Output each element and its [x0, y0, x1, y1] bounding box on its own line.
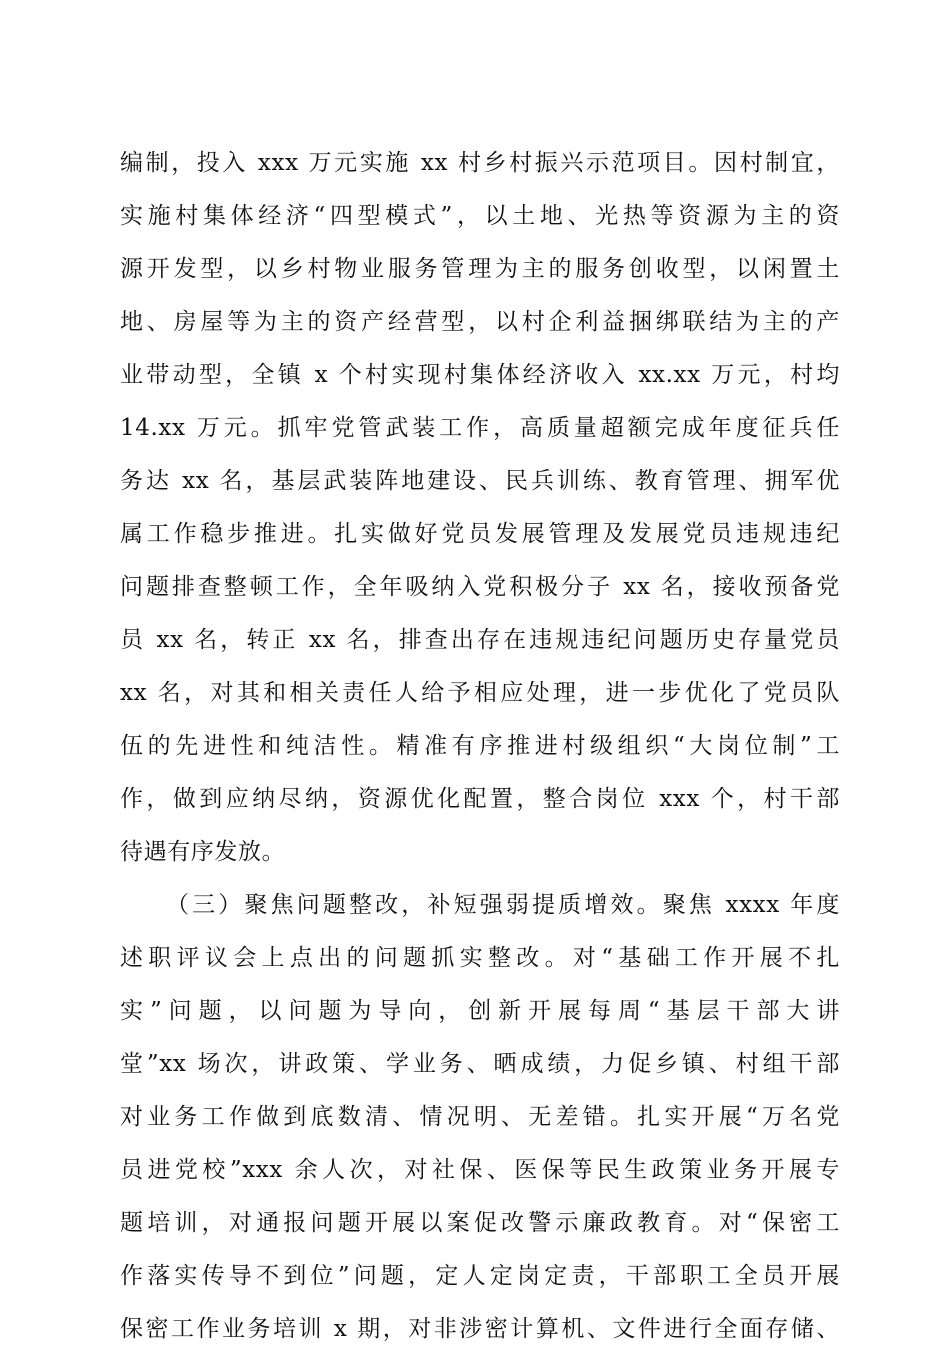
text-line: 伍的先进性和纯洁性。精准有序推进村级组织“大岗位制”工 — [120, 733, 840, 759]
text-line: 实施村集体经济“四型模式”，以土地、光热等资源为主的资 — [120, 203, 840, 229]
document-body — [120, 137, 840, 1356]
text-line: 员 xx 名，转正 xx 名，排查出存在违规违纪问题历史存量党员 — [120, 627, 840, 653]
text-line: 对业务工作做到底数清、情况明、无差错。扎实开展“万名党 — [120, 1104, 840, 1130]
text-line: 编制，投入 xxx 万元实施 xx 村乡村振兴示范项目。因村制宜， — [120, 150, 840, 176]
text-line: 述职评议会上点出的问题抓实整改。对“基础工作开展不扎 — [120, 945, 840, 971]
text-line: 问题排查整顿工作，全年吸纳入党积极分子 xx 名，接收预备党 — [120, 574, 840, 600]
text-line: 务达 xx 名，基层武装阵地建设、民兵训练、教育管理、拥军优 — [120, 468, 840, 494]
text-line: xx 名，对其和相关责任人给予相应处理，进一步优化了党员队 — [120, 680, 840, 706]
section-heading-line: （三）聚焦问题整改，补短强弱提质增效。聚焦 xxxx 年度 — [166, 892, 840, 918]
text-line: 14.xx 万元。抓牢党管武装工作，高质量超额完成年度征兵任 — [120, 415, 840, 441]
text-line: 地、房屋等为主的资产经营型，以村企利益捆绑联结为主的产 — [120, 309, 840, 335]
text-line: 作，做到应纳尽纳，资源优化配置，整合岗位 xxx 个，村干部 — [120, 786, 840, 812]
paragraph-problem-rectification — [120, 879, 840, 1356]
text-line: 作落实传导不到位”问题，定人定岗定责，干部职工全员开展 — [120, 1263, 840, 1289]
paragraph-rural-revitalization — [120, 137, 840, 879]
text-line: 员进党校”xxx 余人次，对社保、医保等民生政策业务开展专 — [120, 1157, 840, 1183]
text-line: 堂”xx 场次，讲政策、学业务、晒成绩，力促乡镇、村组干部 — [120, 1051, 840, 1077]
text-line: 属工作稳步推进。扎实做好党员发展管理及发展党员违规违纪 — [120, 521, 840, 547]
text-line: 待遇有序发放。 — [120, 839, 286, 865]
text-line: 实”问题，以问题为导向，创新开展每周“基层干部大讲 — [120, 998, 840, 1024]
text-line: 保密工作业务培训 x 期，对非涉密计算机、文件进行全面存储、 — [120, 1316, 840, 1342]
text-line: 源开发型，以乡村物业服务管理为主的服务创收型，以闲置土 — [120, 256, 840, 282]
text-line: 题培训，对通报问题开展以案促改警示廉政教育。对“保密工 — [120, 1210, 840, 1236]
text-line: 业带动型，全镇 x 个村实现村集体经济收入 xx.xx 万元，村均 — [120, 362, 840, 388]
